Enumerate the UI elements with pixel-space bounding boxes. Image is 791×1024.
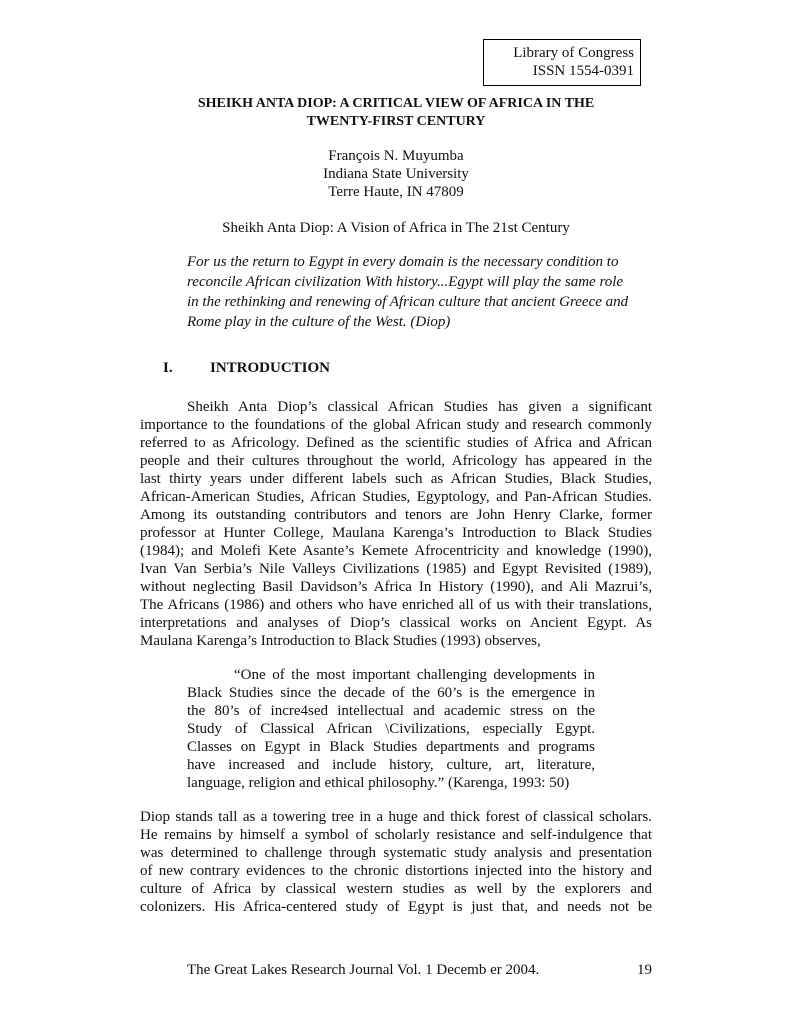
paragraph-line: He remains by himself a symbol of scholarly resistance and self-indulgence that bbox=[140, 827, 652, 843]
epigraph-line: reconcile African civilization With history...Egypt will play the same role bbox=[187, 274, 624, 290]
paragraph-line: of new contrary evidences to the chronic distortions injected into the history and bbox=[140, 863, 652, 879]
article-subtitle: Sheikh Anta Diop: A Vision of Africa in The 21st Century bbox=[222, 220, 570, 236]
paragraph-line: referred to as Africology. Defined as the scientific studies of Africa and African bbox=[140, 435, 652, 451]
quote-line: have increased and include history, culture, art, literature, bbox=[187, 757, 595, 773]
page-footer bbox=[187, 961, 652, 979]
author-name: François N. Muyumba bbox=[328, 148, 464, 164]
paragraph-line: importance to the foundations of the global African study and research commonly bbox=[140, 417, 652, 433]
author-affiliation: Indiana State University bbox=[323, 166, 469, 182]
section-title: INTRODUCTION bbox=[210, 360, 331, 376]
quote-line: Study of Classical African \Civilizations, especially Egypt. bbox=[187, 721, 595, 737]
paragraph-line: Ivan Van Serbia’s Nile Valleys Civilizations (1985) and Egypt Revisited (1989), bbox=[140, 561, 652, 577]
paragraph-line: Diop stands tall as a towering tree in a huge and thick forest of classical scholars. bbox=[140, 809, 652, 825]
paragraph-line: colonizers. His Africa-centered study of Egypt is just that, and needs not be bbox=[140, 899, 652, 915]
paragraph-line: The Africans (1986) and others who have enriched all of us with their translations, bbox=[140, 597, 652, 613]
author-address: Terre Haute, IN 47809 bbox=[328, 184, 464, 200]
paragraph-line: was determined to challenge through systematic study analysis and presentation bbox=[140, 845, 652, 861]
title-line-1: SHEIKH ANTA DIOP: A CRITICAL VIEW OF AFRICA IN THE bbox=[197, 96, 595, 111]
author-block bbox=[140, 147, 652, 201]
paragraph-line: Maulana Karenga’s Introduction to Black Studies (1993) observes, bbox=[140, 633, 541, 649]
paragraph-line: interpretations and analyses of Diop’s classical works on Ancient Egypt. As bbox=[140, 615, 652, 631]
library-line-1: Library of Congress bbox=[513, 45, 634, 61]
paragraph-line: Among its outstanding contributors and tenors are John Henry Clarke, former bbox=[140, 507, 652, 523]
library-of-congress-box bbox=[483, 39, 641, 86]
epigraph bbox=[187, 252, 652, 332]
block-quote bbox=[187, 666, 595, 792]
paragraph-line: culture of Africa by classical western studies as well by the explorers and bbox=[140, 881, 652, 897]
epigraph-line: in the rethinking and renewing of African culture that ancient Greece and bbox=[187, 294, 629, 310]
page-number: 19 bbox=[637, 962, 652, 978]
quote-line: Black Studies since the decade of the 60’s is the emergence in bbox=[187, 685, 595, 701]
epigraph-line: Rome play in the culture of the West. (Diop) bbox=[187, 314, 451, 330]
paragraph-line: (1984); and Molefi Kete Asante’s Kemete Afrocentricity and knowledge (1990), bbox=[140, 543, 652, 559]
title-line-2: TWENTY-FIRST CENTURY bbox=[306, 114, 486, 129]
epigraph-line: For us the return to Egypt in every domain is the necessary condition to bbox=[187, 254, 619, 270]
article-title bbox=[140, 95, 652, 131]
paragraph-line: professor at Hunter College, Maulana Karenga’s Introduction to Black Studies bbox=[140, 525, 652, 541]
paragraph-line: African-American Studies, African Studies, Egyptology, and Pan-African Studies. bbox=[140, 489, 652, 505]
paragraph-line: people and their cultures throughout the world, Africology has appeared in the bbox=[140, 453, 652, 469]
issn-line: ISSN 1554-0391 bbox=[532, 63, 634, 79]
intro-paragraph-2 bbox=[140, 808, 652, 916]
intro-paragraph-1 bbox=[140, 398, 652, 650]
quote-line: the 80’s of incre4sed intellectual and academic stress on the bbox=[187, 703, 595, 719]
paragraph-line: Sheikh Anta Diop’s classical African Studies has given a significant bbox=[187, 399, 652, 415]
quote-line: Classes on Egypt in Black Studies departments and programs bbox=[187, 739, 595, 755]
quote-line: “One of the most important challenging developments in bbox=[234, 667, 595, 683]
section-heading bbox=[163, 359, 330, 377]
journal-citation: The Great Lakes Research Journal Vol. 1 Decemb er 2004. bbox=[187, 962, 540, 978]
section-number: I. bbox=[163, 360, 173, 376]
quote-line: language, religion and ethical philosophy.” (Karenga, 1993: 50) bbox=[187, 775, 570, 791]
paragraph-line: without neglecting Basil Davidson’s Africa In History (1990), and Ali Mazrui’s, bbox=[140, 579, 652, 595]
paragraph-line: last thirty years under different labels such as African Studies, Black Studies, bbox=[140, 471, 652, 487]
